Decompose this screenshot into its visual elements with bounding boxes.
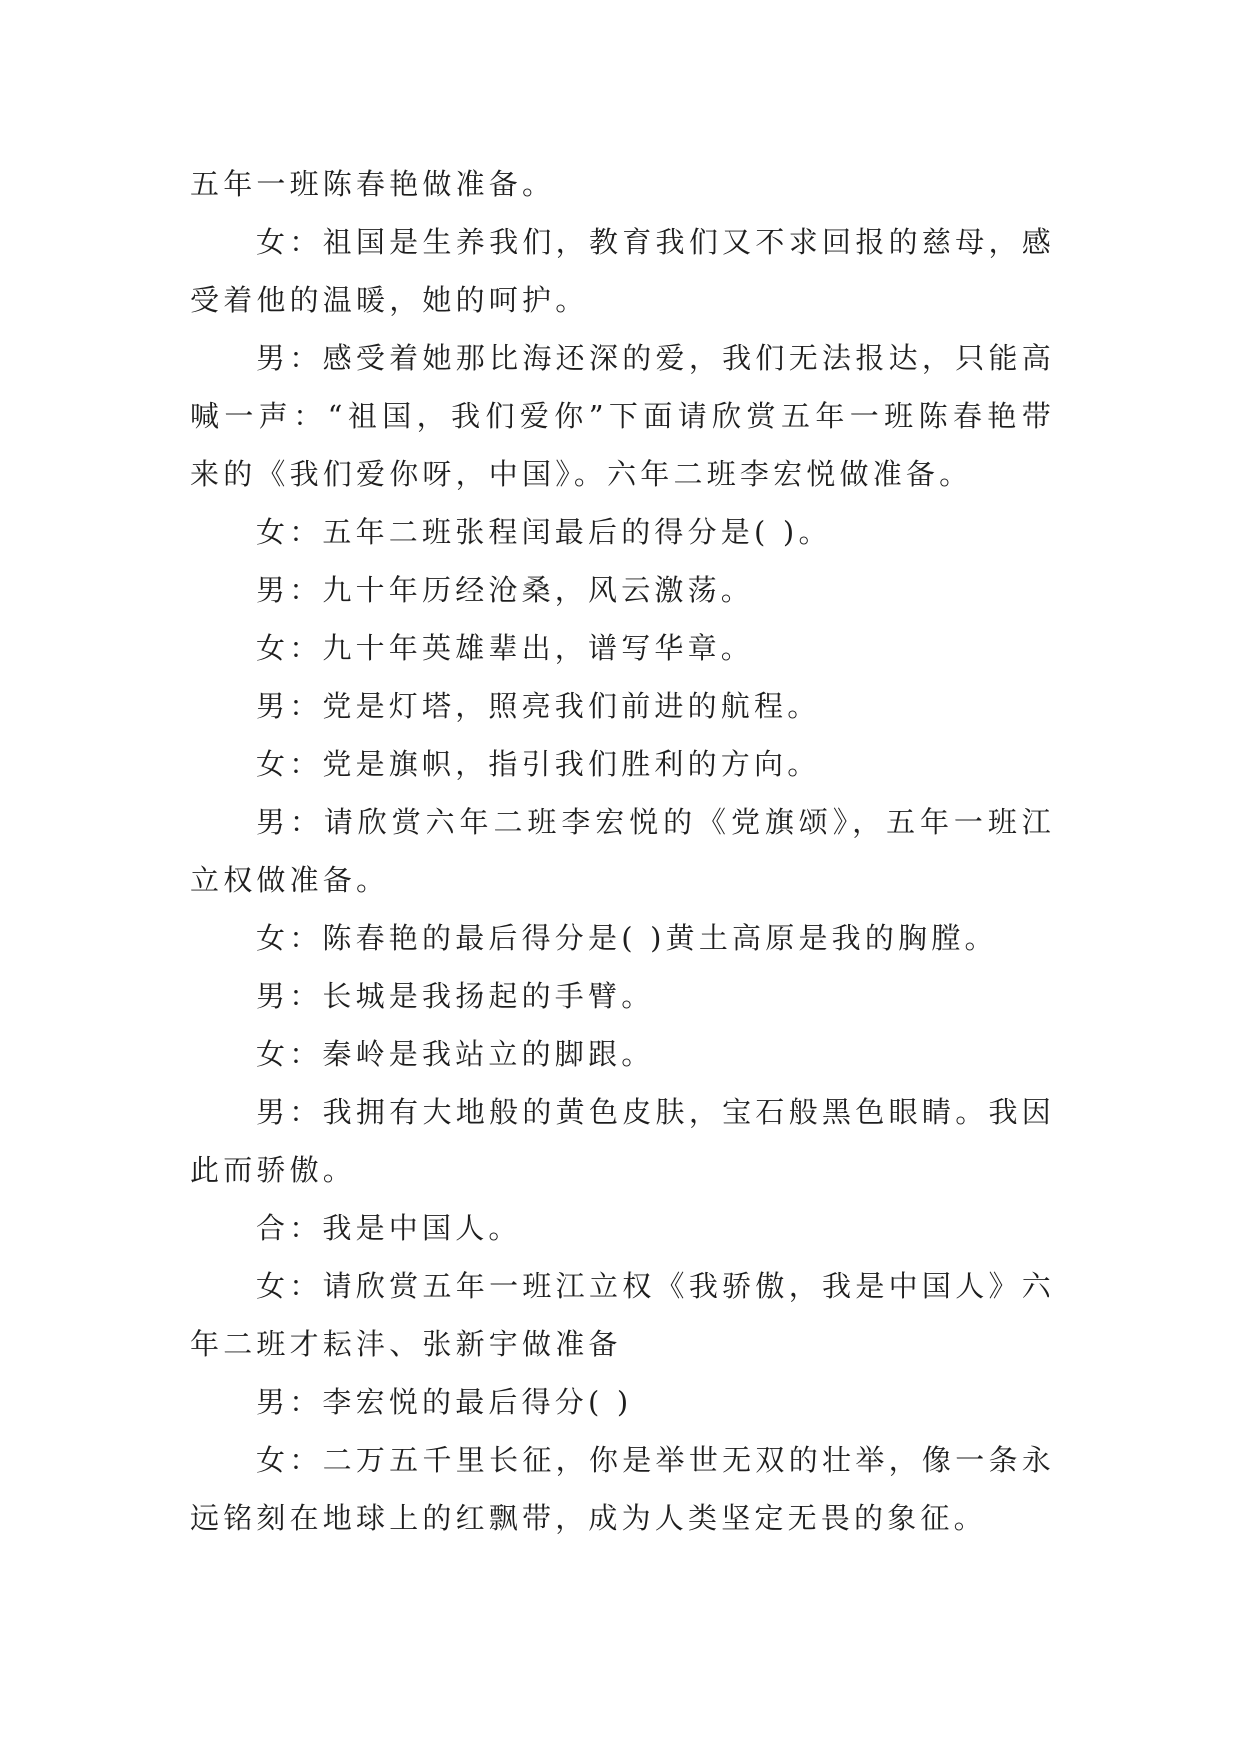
paragraph-7: 男：党是灯塔，照亮我们前进的航程。	[256, 689, 821, 723]
paragraph-4: 女：五年二班张程闰最后的得分是( )。	[256, 515, 832, 549]
paragraph-2: 女：祖国是生养我们，教育我们又不求回报的慈母，感受着他的温暖，她的呵护。	[190, 225, 1055, 317]
paragraph-11: 男：长城是我扬起的手臂。	[256, 979, 655, 1013]
paragraph-3: 男：感受着她那比海还深的爱，我们无法报达，只能高喊一声：“祖国，我们爱你”下面请欣赏五年一班陈春艳带来的《我们爱你呀，中国》。六年二班李宏悦做准备。	[190, 341, 1055, 491]
paragraph-17: 女：二万五千里长征，你是举世无双的壮举，像一条永远铭刻在地球上的红飘带，成为人类坚定无畏的象征。	[190, 1443, 1055, 1535]
paragraph-6: 女：九十年英雄辈出，谱写华章。	[256, 631, 755, 665]
paragraph-1: 五年一班陈春艳做准备。	[190, 167, 556, 201]
paragraph-12: 女：秦岭是我站立的脚跟。	[256, 1037, 655, 1071]
paragraph-13: 男：我拥有大地般的黄色皮肤，宝石般黑色眼睛。我因此而骄傲。	[190, 1095, 1055, 1187]
paragraph-15: 女：请欣赏五年一班江立权《我骄傲，我是中国人》六年二班才耘沣、张新宇做准备	[190, 1269, 1055, 1361]
paragraph-14: 合：我是中国人。	[256, 1211, 522, 1245]
paragraph-9: 男：请欣赏六年二班李宏悦的《党旗颂》，五年一班江立权做准备。	[190, 805, 1055, 897]
paragraph-10: 女：陈春艳的最后得分是( )黄土高原是我的胸膛。	[256, 921, 998, 955]
paragraph-5: 男：九十年历经沧桑，风云激荡。	[256, 573, 755, 607]
paragraph-8: 女：党是旗帜，指引我们胜利的方向。	[256, 747, 821, 781]
document-page	[190, 155, 1055, 1547]
paragraph-16: 男：李宏悦的最后得分( )	[256, 1385, 633, 1419]
